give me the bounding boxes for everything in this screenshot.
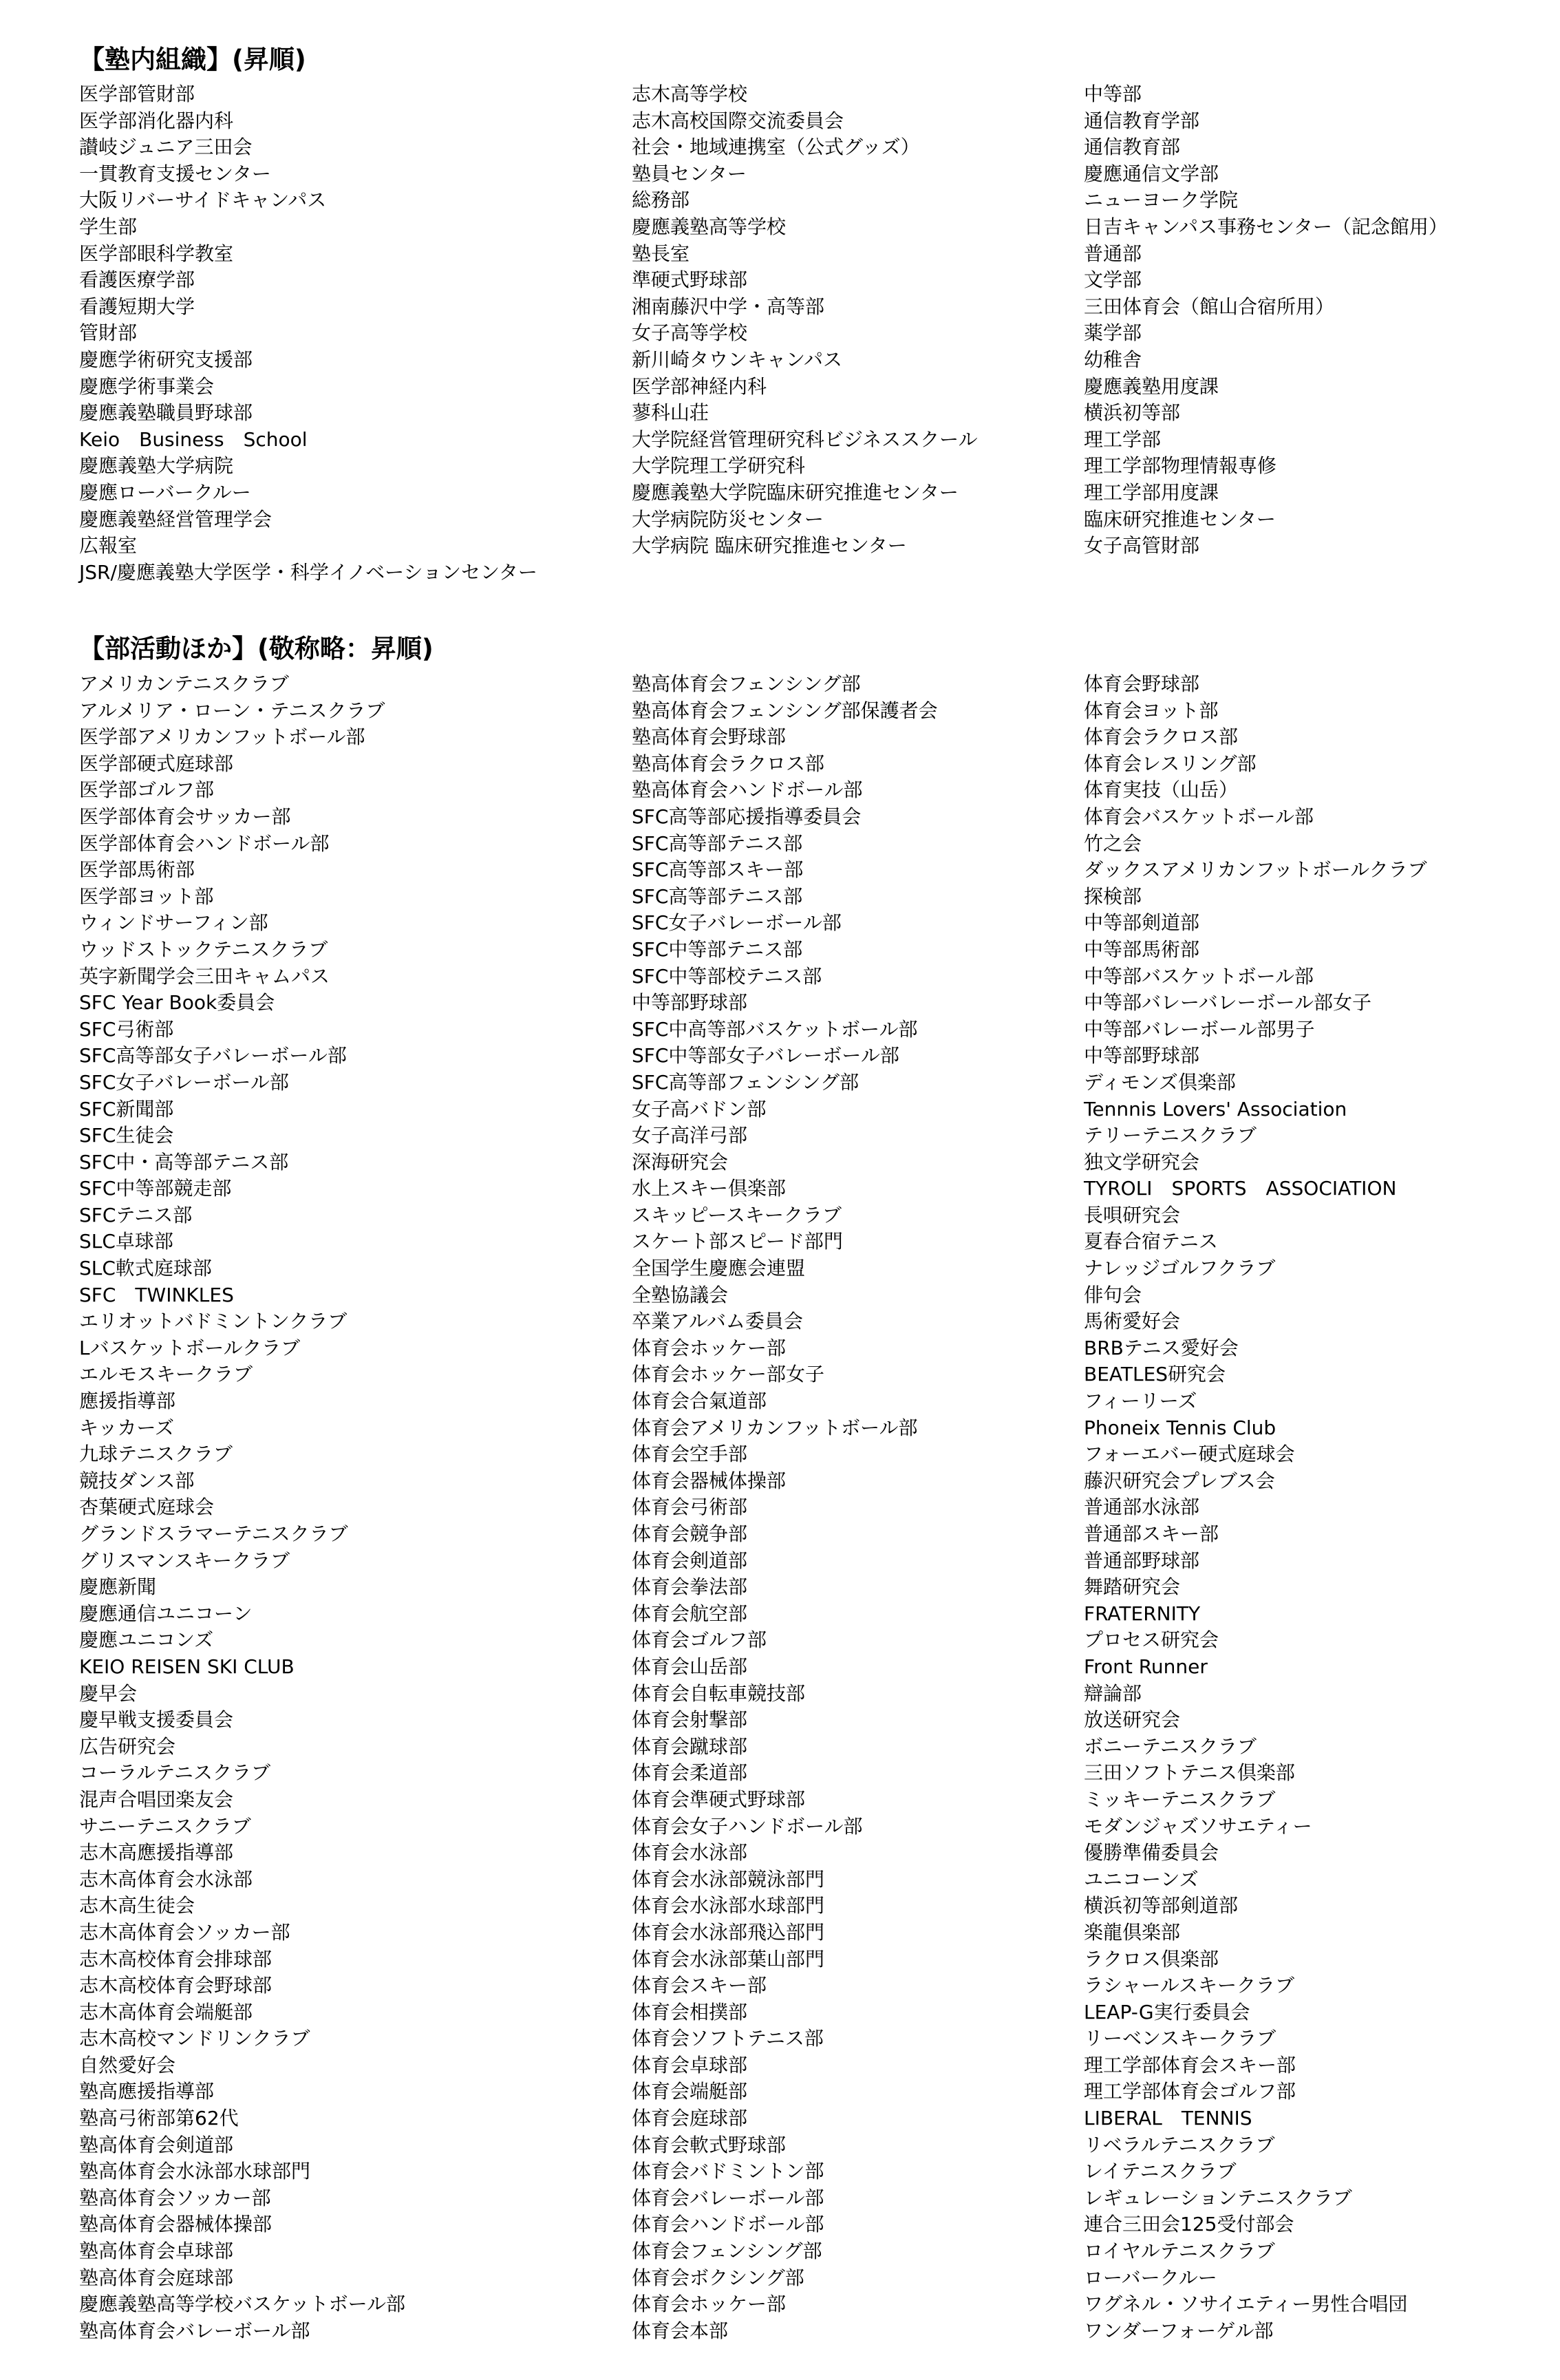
list-item: KEIO REISEN SKI CLUB <box>79 1655 295 1678</box>
list-item: 塾高弓術部第62代 <box>79 2107 239 2130</box>
list-item: SFC高等部テニス部 <box>632 831 803 855</box>
list-item: 中等部バレーバレーボール部女子 <box>1084 991 1372 1014</box>
list-item: 普通部スキー部 <box>1084 1522 1219 1545</box>
list-item: グランドスラマーテニスクラブ <box>79 1522 348 1545</box>
list-item: 広報室 <box>79 534 138 557</box>
list-item: 幼稚舎 <box>1084 348 1142 371</box>
list-item: 塾高体育会ラクロス部 <box>632 752 825 775</box>
list-item: 志木高体育会ソッカー部 <box>79 1920 290 1944</box>
section-title: 【塾内組織】(昇順) <box>79 45 306 74</box>
list-item: 慶早会 <box>79 1681 138 1705</box>
list-item: 医学部消化器内科 <box>79 109 234 132</box>
list-item: 総務部 <box>632 189 690 212</box>
list-item: 体育会レスリング部 <box>1084 752 1257 775</box>
list-item: 大学院経営管理研究科ビジネススクール <box>632 427 978 451</box>
list-item: 竹之会 <box>1084 831 1142 855</box>
list-item: ラシャールスキークラブ <box>1084 1974 1295 1997</box>
list-item: TYROLI SPORTS ASSOCIATION <box>1084 1177 1397 1200</box>
list-item: SFC Year Book委員会 <box>79 991 275 1014</box>
list-item: 体育会ラクロス部 <box>1084 725 1239 749</box>
list-item: 慶早戦支援委員会 <box>79 1708 234 1732</box>
list-item: 体育会ゴルフ部 <box>632 1628 767 1652</box>
list-item: SLC軟式庭球部 <box>79 1257 212 1280</box>
column-3 <box>1084 81 1448 560</box>
list-item: 体育会バドミントン部 <box>632 2160 824 2183</box>
list-item: 志木高校体育会排球部 <box>79 1947 273 1970</box>
list-item: 塾高体育会ソッカー部 <box>79 2186 271 2209</box>
list-item: ミッキーテニスクラブ <box>1084 1787 1276 1811</box>
list-item: スケート部スピード部門 <box>632 1230 843 1253</box>
list-item: 医学部眼科学教室 <box>79 242 234 265</box>
list-item: SFC高等部テニス部 <box>632 884 803 908</box>
list-item: 体育会庭球部 <box>632 2107 748 2130</box>
column-2 <box>632 81 978 560</box>
list-item: 看護短期大学 <box>79 295 195 318</box>
list-item: 体育会アメリカンフットボール部 <box>632 1416 918 1439</box>
list-item: 独文学研究会 <box>1084 1150 1200 1173</box>
list-item: 中等部野球部 <box>632 991 748 1014</box>
list-item: 深海研究会 <box>632 1150 729 1173</box>
list-item: 俳句会 <box>1084 1283 1142 1306</box>
list-item: 体育会剣道部 <box>632 1549 748 1572</box>
list-item: 体育会航空部 <box>632 1602 748 1625</box>
section-title: 【部活動ほか】(敬称略：昇順) <box>79 634 434 663</box>
list-item: 体育会競争部 <box>632 1522 748 1545</box>
list-item: Tennnis Lovers' Association <box>1084 1097 1347 1120</box>
list-item: 大学院理工学研究科 <box>632 454 806 478</box>
list-item: 学生部 <box>79 215 138 238</box>
list-item: 体育会端艇部 <box>632 2080 748 2103</box>
list-item: 大学病院防災センター <box>632 507 824 531</box>
list-item: 一貫教育支援センター <box>79 162 271 185</box>
list-item: SFC女子バレーボール部 <box>79 1070 289 1094</box>
list-item: 慶應義塾経営管理学会 <box>79 507 273 531</box>
list-item: 塾高体育会卓球部 <box>79 2240 234 2263</box>
list-item: ウィンドサーフィン部 <box>79 911 268 935</box>
list-item: LIBERAL TENNIS <box>1084 2107 1252 2130</box>
list-item: 中等部野球部 <box>1084 1044 1200 1067</box>
list-item: エルモスキークラブ <box>79 1363 253 1386</box>
list-item: 体育会空手部 <box>632 1443 748 1466</box>
list-item: 志木高生徒会 <box>79 1894 195 1917</box>
list-item: 中等部 <box>1084 83 1142 105</box>
list-item: 医学部馬術部 <box>79 858 195 882</box>
list-item: 慶應義塾大学病院 <box>79 454 234 478</box>
list-item: 体育会バレーボール部 <box>632 2186 824 2209</box>
list-item: 長唄研究会 <box>1084 1203 1181 1226</box>
list-item: 日吉キャンパス事務センター（記念館用） <box>1084 215 1448 238</box>
list-item: 体育会水泳部飛込部門 <box>632 1920 825 1944</box>
list-item: 医学部ヨット部 <box>79 884 214 908</box>
list-item: ボニーテニスクラブ <box>1084 1734 1257 1758</box>
list-item: 理工学部体育会ゴルフ部 <box>1084 2080 1296 2103</box>
list-item: 慶應通信ユニコーン <box>79 1602 253 1625</box>
list-item: 塾高体育会器械体操部 <box>79 2213 273 2236</box>
list-item: 体育会ホッケー部女子 <box>632 1363 825 1386</box>
list-item: 医学部硬式庭球部 <box>79 752 234 775</box>
column-3 <box>1084 671 1427 2344</box>
list-item: 文学部 <box>1084 268 1142 292</box>
list-item: 医学部アメリカンフットボール部 <box>79 725 365 749</box>
list-item: 慶應学術研究支援部 <box>79 348 253 371</box>
list-item: SFC高等部スキー部 <box>632 858 804 882</box>
list-item: SFC女子バレーボール部 <box>632 911 842 935</box>
list-item: 女子高管財部 <box>1084 534 1200 557</box>
list-item: 慶應義塾高等学校バスケットボール部 <box>79 2293 406 2316</box>
list-item: 理工学部体育会スキー部 <box>1084 2053 1296 2076</box>
list-item: ワンダーフォーゲル部 <box>1084 2319 1274 2342</box>
list-item: Lバスケットボールクラブ <box>79 1336 301 1359</box>
list-item: 競技ダンス部 <box>79 1469 195 1492</box>
list-item: ロイヤルテニスクラブ <box>1084 2240 1275 2263</box>
list-item: 理工学部用度課 <box>1084 480 1219 504</box>
list-item: 体育会ヨット部 <box>1084 699 1219 722</box>
list-item: FRATERNITY <box>1084 1602 1201 1625</box>
list-item: 慶應新聞 <box>79 1575 157 1599</box>
list-item: SFC中高等部バスケットボール部 <box>632 1017 918 1041</box>
list-item: 志木高体育会端艇部 <box>79 2000 253 2023</box>
list-item: 應援指導部 <box>79 1390 176 1413</box>
list-item: 中等部バスケットボール部 <box>1084 964 1314 988</box>
list-item: フォーエバー硬式庭球会 <box>1084 1443 1295 1466</box>
list-item: 体育会本部 <box>632 2319 729 2342</box>
list-item: 体育会フェンシング部 <box>632 2240 822 2263</box>
list-item: 卒業アルバム委員会 <box>632 1310 803 1333</box>
list-item: サニーテニスクラブ <box>79 1814 251 1838</box>
list-item: 九球テニスクラブ <box>79 1443 233 1466</box>
list-item: 体育会ソフトテニス部 <box>632 2027 824 2050</box>
list-item: 藤沢研究会プレブス会 <box>1084 1469 1275 1492</box>
list-item: SFC高等部応援指導委員会 <box>632 805 862 828</box>
list-item: 新川崎タウンキャンパス <box>632 348 843 371</box>
list-item: 三田ソフトテニス倶楽部 <box>1084 1761 1295 1785</box>
list-item: 体育会射撃部 <box>632 1708 748 1732</box>
list-item: 慶應通信文学部 <box>1084 162 1219 185</box>
list-item: 連合三田会125受付部会 <box>1084 2213 1294 2236</box>
list-item: 体育会弓術部 <box>632 1496 748 1519</box>
list-item: 体育会ハンドボール部 <box>632 2213 824 2236</box>
list-item: 体育会相撲部 <box>632 2000 748 2023</box>
list-item: 志木高体育会水泳部 <box>79 1867 253 1891</box>
list-item: ディモンズ倶楽部 <box>1084 1070 1236 1094</box>
list-item: 普通部野球部 <box>1084 1549 1200 1572</box>
list-item: 看護医療学部 <box>79 268 195 292</box>
list-item: 塾高体育会バレーボール部 <box>79 2319 310 2342</box>
list-item: 志木高應援指導部 <box>79 1841 234 1864</box>
list-item: 普通部 <box>1084 242 1142 265</box>
list-item: 医学部神経内科 <box>632 374 767 398</box>
list-item: 塾長室 <box>632 242 690 265</box>
list-item: 杏葉硬式庭球会 <box>79 1496 215 1519</box>
list-item: 塾高應援指導部 <box>79 2080 215 2103</box>
list-item: 体育会拳法部 <box>632 1575 748 1599</box>
list-item: グリスマンスキークラブ <box>79 1549 290 1572</box>
list-item: 女子高等学校 <box>632 321 748 345</box>
list-item: 体育会山岳部 <box>632 1655 748 1678</box>
list-item: スキッピースキークラブ <box>632 1203 842 1226</box>
list-item: 管財部 <box>79 321 138 345</box>
list-item: 水上スキー倶楽部 <box>632 1177 787 1200</box>
list-item: 医学部ゴルフ部 <box>79 778 215 802</box>
list-item: 志木高校国際交流委員会 <box>632 109 844 132</box>
column-2 <box>632 671 938 2344</box>
list-item: 蓼科山荘 <box>632 401 709 425</box>
list-item: ワグネル・ソサイエティー男性合唱団 <box>1084 2293 1408 2316</box>
list-item: 体育会ホッケー部 <box>632 2293 787 2316</box>
list-item: 医学部体育会サッカー部 <box>79 805 291 828</box>
list-item: 体育会自転車競技部 <box>632 1681 806 1705</box>
list-item: 楽龍倶楽部 <box>1084 1920 1181 1944</box>
list-item: 優勝準備委員会 <box>1084 1841 1219 1864</box>
list-item: 社会・地域連携室（公式グッズ） <box>632 136 920 159</box>
list-item: 塾高体育会剣道部 <box>79 2133 234 2156</box>
list-item: フィーリーズ <box>1084 1390 1197 1413</box>
list-item: 体育会ホッケー部 <box>632 1336 787 1359</box>
list-item: 慶應ユニコンズ <box>79 1628 214 1652</box>
list-item: 混声合唱団楽友会 <box>79 1787 234 1811</box>
list-item: ウッドストックテニスクラブ <box>79 937 328 961</box>
list-item: レギュレーションテニスクラブ <box>1084 2186 1352 2209</box>
list-item: Phoneix Tennis Club <box>1084 1416 1276 1439</box>
list-item: 体育会準硬式野球部 <box>632 1787 806 1811</box>
list-item: 舞踏研究会 <box>1084 1575 1181 1599</box>
list-item: リベラルテニスクラブ <box>1084 2133 1275 2156</box>
list-item: ローバークルー <box>1084 2266 1217 2289</box>
list-item: 体育会柔道部 <box>632 1761 748 1785</box>
list-item: SFC中等部校テニス部 <box>632 964 822 988</box>
list-item: 体育会野球部 <box>1084 672 1200 695</box>
list-item: テリーテニスクラブ <box>1084 1124 1257 1147</box>
list-item: 中等部バレーボール部男子 <box>1084 1017 1315 1041</box>
list-item: 自然愛好会 <box>79 2053 176 2076</box>
list-item: 中等部剣道部 <box>1084 911 1200 935</box>
list-item: 慶應ローバークルー <box>79 480 251 504</box>
list-item: BEATLES研究会 <box>1084 1363 1226 1386</box>
list-item: ユニコーンズ <box>1084 1867 1199 1891</box>
list-item: 体育会バスケットボール部 <box>1084 805 1314 828</box>
list-item: ニューヨーク学院 <box>1084 189 1239 212</box>
list-item: ダックスアメリカンフットボールクラブ <box>1084 858 1427 882</box>
list-item: アメリカンテニスクラブ <box>79 672 289 695</box>
list-item: 全国学生慶應会連盟 <box>632 1257 806 1280</box>
list-item: 塾高体育会庭球部 <box>79 2266 234 2289</box>
list-item: SFC中等部テニス部 <box>632 937 803 961</box>
list-item: 体育会スキー部 <box>632 1974 767 1997</box>
list-item: 普通部水泳部 <box>1084 1496 1200 1519</box>
list-item: 体育会ボクシング部 <box>632 2266 804 2289</box>
list-item: 辯論部 <box>1084 1681 1142 1705</box>
list-item: 志木高校マンドリンクラブ <box>79 2027 310 2050</box>
list-item: 薬学部 <box>1084 321 1142 345</box>
list-item: 体育実技（山岳） <box>1084 778 1239 802</box>
list-item: 体育会器械体操部 <box>632 1469 787 1492</box>
list-item: 志木高等学校 <box>632 83 748 105</box>
list-item: レイテニスクラブ <box>1084 2160 1237 2183</box>
list-item: SFC新聞部 <box>79 1097 174 1120</box>
list-item: 横浜初等部 <box>1084 401 1181 425</box>
list-item: 体育会水泳部 <box>632 1841 748 1864</box>
list-item: プロセス研究会 <box>1084 1628 1219 1652</box>
list-item: 讃岐ジュニア三田会 <box>79 136 253 159</box>
list-item: SFCテニス部 <box>79 1203 193 1226</box>
list-item: 医学部管財部 <box>79 83 195 105</box>
list-item: アルメリア・ローン・テニスクラブ <box>79 699 385 722</box>
list-item: SFC中・高等部テニス部 <box>79 1150 289 1173</box>
list-item: 慶應義塾職員野球部 <box>79 401 253 425</box>
list-item: 慶應学術事業会 <box>79 374 215 398</box>
list-item: 探検部 <box>1084 884 1142 908</box>
list-item: SFC中等部競走部 <box>79 1177 232 1200</box>
list-item: 広告研究会 <box>79 1734 176 1758</box>
list-item: SFC TWINKLES <box>79 1283 234 1306</box>
list-item: 全塾協議会 <box>632 1283 729 1306</box>
column-1 <box>79 81 537 586</box>
list-item: BRBテニス愛好会 <box>1084 1336 1239 1359</box>
list-item: JSR/慶應義塾大学医学・科学イノベーションセンター <box>79 560 537 584</box>
list-item: SLC卓球部 <box>79 1230 173 1253</box>
list-item: ナレッジゴルフクラブ <box>1084 1257 1276 1280</box>
list-item: 理工学部物理情報専修 <box>1084 454 1277 478</box>
list-item: 通信教育部 <box>1084 136 1181 159</box>
list-item: 塾員センター <box>632 162 747 185</box>
list-item: 放送研究会 <box>1084 1708 1181 1732</box>
list-item: 夏春合宿テニス <box>1084 1230 1218 1253</box>
list-item: 慶應義塾大学院臨床研究推進センター <box>632 480 959 504</box>
list-item: SFC弓術部 <box>79 1017 174 1041</box>
list-item: 医学部体育会ハンドボール部 <box>79 831 330 855</box>
list-item: 中等部馬術部 <box>1084 937 1200 961</box>
list-item: 塾高体育会野球部 <box>632 725 787 749</box>
list-item: SFC中等部女子バレーボール部 <box>632 1044 899 1067</box>
list-item: 女子高バドン部 <box>632 1097 767 1120</box>
list-item: コーラルテニスクラブ <box>79 1761 271 1785</box>
list-item: 馬術愛好会 <box>1084 1310 1181 1333</box>
list-item: 体育会水泳部葉山部門 <box>632 1947 825 1970</box>
column-1 <box>79 671 405 2344</box>
list-item: 塾高体育会フェンシング部 <box>632 672 861 695</box>
list-item: 塾高体育会水泳部水球部門 <box>79 2160 311 2183</box>
list-item: 大学病院 臨床研究推進センター <box>632 534 907 557</box>
list-item: 慶應義塾高等学校 <box>632 215 787 238</box>
list-item: 塾高体育会フェンシング部保護者会 <box>632 699 938 722</box>
list-item: 体育会蹴球部 <box>632 1734 748 1758</box>
list-item: 理工学部 <box>1084 427 1162 451</box>
list-item: 臨床研究推進センター <box>1084 507 1276 531</box>
list-item: 英字新聞学会三田キャムパス <box>79 964 330 988</box>
list-item: SFC高等部フェンシング部 <box>632 1070 859 1094</box>
list-item: 横浜初等部剣道部 <box>1084 1894 1239 1917</box>
list-item: 体育会合氣道部 <box>632 1390 767 1413</box>
list-item: SFC高等部女子バレーボール部 <box>79 1044 347 1067</box>
list-item: リーベンスキークラブ <box>1084 2027 1276 2050</box>
list-item: 慶應義塾用度課 <box>1084 374 1219 398</box>
list-item: 体育会水泳部競泳部門 <box>632 1867 825 1891</box>
list-item: 準硬式野球部 <box>632 268 748 292</box>
list-item: 湘南藤沢中学・高等部 <box>632 295 825 318</box>
list-item: モダンジャズソサエティー <box>1084 1814 1312 1838</box>
list-item: SFC生徒会 <box>79 1124 174 1147</box>
list-item: 大阪リバーサイドキャンパス <box>79 189 327 212</box>
list-item: Keio Business School <box>79 427 308 451</box>
list-item: 志木高校体育会野球部 <box>79 1974 273 1997</box>
list-item: 女子高洋弓部 <box>632 1124 748 1147</box>
list-item: 体育会女子ハンドボール部 <box>632 1814 863 1838</box>
list-item: キッカーズ <box>79 1416 175 1439</box>
list-item: 通信教育学部 <box>1084 109 1200 132</box>
list-item: エリオットバドミントンクラブ <box>79 1310 348 1333</box>
list-item: Front Runner <box>1084 1655 1208 1678</box>
list-item: LEAP-G実行委員会 <box>1084 2000 1250 2023</box>
list-item: ラクロス倶楽部 <box>1084 1947 1219 1970</box>
list-item: 体育会軟式野球部 <box>632 2133 787 2156</box>
list-item: 三田体育会（館山合宿所用） <box>1084 295 1335 318</box>
list-item: 体育会水泳部水球部門 <box>632 1894 825 1917</box>
list-item: 塾高体育会ハンドボール部 <box>632 778 863 802</box>
list-item: 体育会卓球部 <box>632 2053 748 2076</box>
